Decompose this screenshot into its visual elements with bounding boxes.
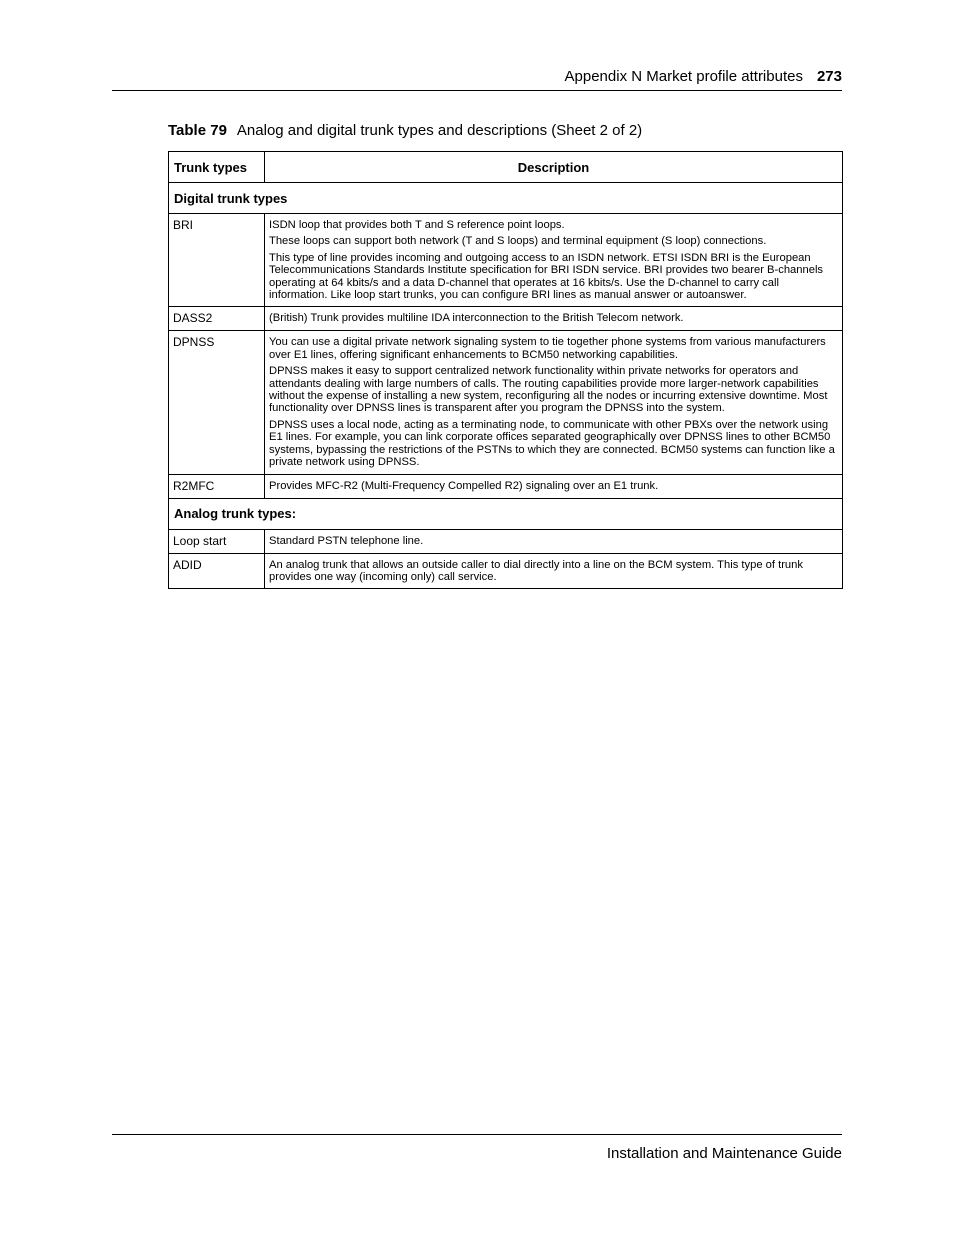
description-paragraph: Standard PSTN telephone line. xyxy=(269,534,424,547)
table-row xyxy=(169,553,843,589)
trunk-type-cell: DPNSS xyxy=(169,331,265,474)
description-cell xyxy=(265,214,843,307)
header-rule xyxy=(112,90,842,91)
description-paragraph: These loops can support both network (T and S loops) and terminal equipment (S loop) connections. xyxy=(269,235,767,248)
table-row xyxy=(169,214,843,307)
description-cell xyxy=(265,331,843,474)
description-paragraph: ISDN loop that provides both T and S reference point loops. xyxy=(269,219,565,231)
table-header-row xyxy=(169,152,843,183)
table-row xyxy=(169,331,843,474)
description-paragraph: DPNSS makes it easy to support centralized network functionality within private networks for operators and attendants dealing with large numbers of calls. The routing capabilities provide more larger-network capabilities without the expense of installing a new system, reconfiguring all the nodes or incurring extensive downtime. Most functionality over DPNSS lines is transparent after you program the DPNSS into the system. xyxy=(269,365,828,415)
page-footer: Installation and Maintenance Guide xyxy=(606,1145,842,1162)
table-row xyxy=(169,529,843,553)
trunk-type-cell: ADID xyxy=(169,553,265,589)
page-number: 273 xyxy=(816,68,842,85)
description-paragraph: An analog trunk that allows an outside caller to dial directly into a line on the BCM system. This type of trunk provides one way (incoming only) call service. xyxy=(269,558,803,583)
description-cell xyxy=(265,553,843,589)
table-row xyxy=(169,474,843,498)
column-header-trunk-types: Trunk types xyxy=(169,152,265,183)
trunk-types-table xyxy=(168,151,843,589)
table-title: Analog and digital trunk types and descriptions (Sheet 2 of 2) xyxy=(236,122,643,139)
description-paragraph: You can use a digital private network signaling system to tie together phone systems from various manufacturers over E1 lines, offering significant enhancements to BCM50 networking capabilities. xyxy=(269,336,826,361)
trunk-type-cell: R2MFC xyxy=(169,474,265,498)
table-number: Table 79 xyxy=(168,122,227,139)
description-paragraph: DPNSS uses a local node, acting as a terminating node, to communicate with other PBXs over the network using E1 lines. For example, you can link corporate offices separated geographically over DPNSS lines to other BCM50 systems, bypassing the restrictions of the PSTNs to which they are connected. BCM50 systems can function like a private network using DPNSS. xyxy=(269,418,835,469)
trunk-type-cell: DASS2 xyxy=(169,307,265,331)
table-caption xyxy=(168,121,642,141)
description-paragraph: Provides MFC-R2 (Multi-Frequency Compelled R2) signaling over an E1 trunk. xyxy=(269,479,659,492)
digital-trunk-types-heading: Digital trunk types xyxy=(169,183,843,214)
digital-trunk-types-heading-row xyxy=(169,183,843,214)
description-cell xyxy=(265,474,843,498)
analog-trunk-types-heading-row xyxy=(169,498,843,529)
table-row xyxy=(169,307,843,331)
description-paragraph: (British) Trunk provides multiline IDA interconnection to the British Telecom network. xyxy=(269,312,684,325)
description-cell xyxy=(265,529,843,553)
trunk-type-cell: BRI xyxy=(169,214,265,307)
header-section-title: Appendix N Market profile attributes xyxy=(564,68,803,85)
page-header xyxy=(112,67,842,87)
description-cell xyxy=(265,307,843,331)
description-paragraph: This type of line provides incoming and outgoing access to an ISDN network. ETSI ISDN BRI is the European Telecommunications Standards Institute specification for BRI ISDN service. BRI provides two bearer B-channels operating at 64 kbits/s and a data D-channel that operates at 16 kbits/s. Use the D-channel to carry call information. Like loop start trunks, you can configure BRI lines as manual answer or autoanswer. xyxy=(269,251,824,302)
footer-rule xyxy=(112,1134,842,1135)
analog-trunk-types-heading: Analog trunk types: xyxy=(169,498,843,529)
column-header-description: Description xyxy=(265,152,843,183)
trunk-type-cell: Loop start xyxy=(169,529,265,553)
